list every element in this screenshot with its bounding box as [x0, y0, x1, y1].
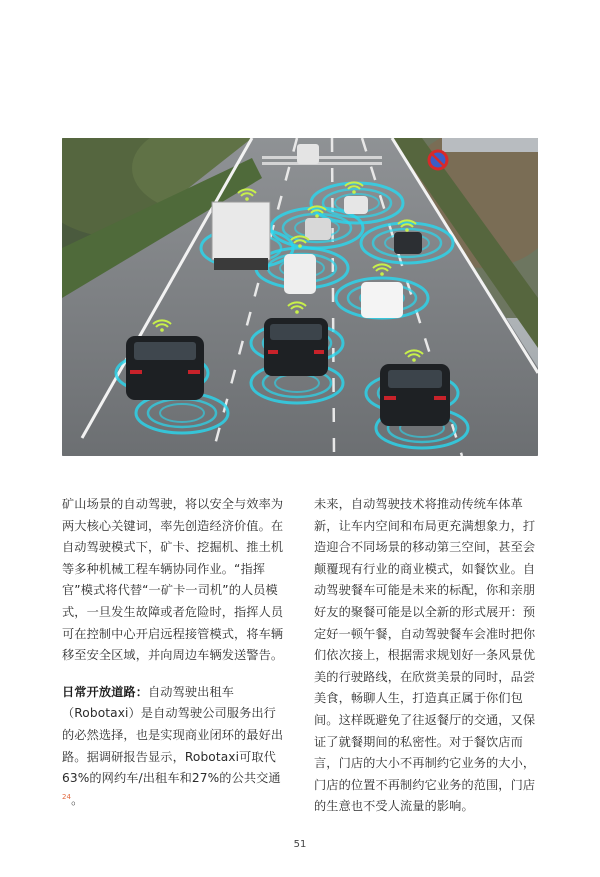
robotaxi-body: 自动驾驶出租车（Robotaxi）是自动驾驶公司服务出行的必然选择，也是实现商业闭环的最好出路。据调研报告显示，Robotaxi可取代63%的网约车/出租车和27%的公共交通	[62, 684, 284, 786]
robotaxi-end: 。	[71, 792, 84, 807]
right-text-column	[314, 494, 538, 818]
paragraph-dining: 未来，自动驾驶技术将推动传统车体革新，让车内空间和布局更充满想象力，打造迎合不同场景的移动第三空间，甚至会颠覆现有行业的商业模式，如餐饮业。自动驾驶餐车可能是未来的标配，你和亲朋好友的聚餐可能是以全新的形式展开：预定好一顿午餐，自动驾驶餐车会准时把你们依次接上，根据需求规划好一条风景优美的行驶路线，在欣赏美景的同时，品尝美食，畅聊人生，打造真正属于你们包间。这样既避免了往返餐厅的交通，又保证了就餐期间的私密性。对于餐饮店而言，门店的大小不再制约它业务的大小，门店的位置不再制约它业务的范围，门店的生意也不受人流量的影响。	[314, 497, 536, 814]
left-text-column	[62, 494, 286, 811]
autonomous-traffic-photo	[62, 138, 538, 456]
paragraph-robotaxi	[62, 682, 286, 812]
footnote-ref[interactable]: 24	[62, 792, 72, 801]
robotaxi-heading: 日常开放道路：	[62, 684, 149, 699]
paragraph-mining: 矿山场景的自动驾驶，将以安全与效率为两大核心关键词，率先创造经济价值。在自动驾驶模式下，矿卡、挖掘机、推土机等多种机械工程车辆协同作业。“指挥官”模式将代替“一矿卡一司机”的人员模式，一旦发生故障或者危险时，指挥人员可在控制中心开启远程接管模式，将车辆移至安全区域，并向周边车辆发送警告。	[62, 497, 284, 663]
page-number: 51	[293, 839, 307, 850]
